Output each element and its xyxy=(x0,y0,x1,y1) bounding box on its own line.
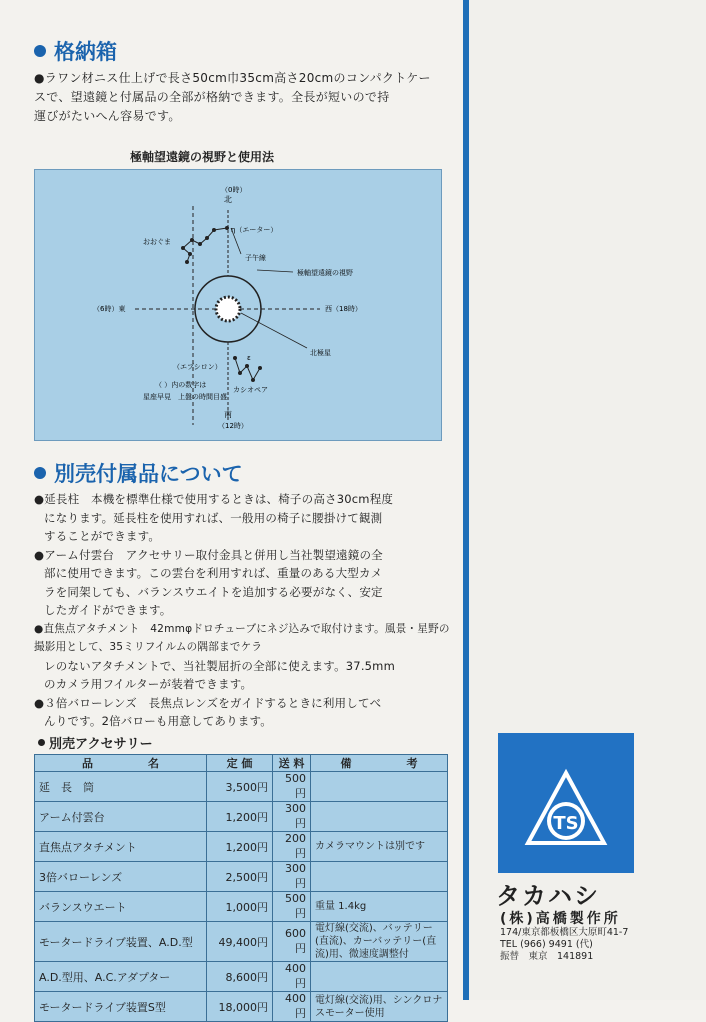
cell-note xyxy=(311,862,448,892)
company-logo xyxy=(498,733,634,873)
label-top: （0時） xyxy=(221,186,247,194)
label-north: 北 xyxy=(224,195,232,204)
table-row xyxy=(35,772,448,802)
ts-triangle-logo-icon xyxy=(498,733,634,873)
logo-letters: TS xyxy=(553,813,579,834)
cell-name: バランスウエート xyxy=(35,892,207,922)
company-contact xyxy=(500,927,628,963)
item-line: のカメラ用フイルターが装着できます。 xyxy=(44,677,253,691)
item-line: ●直焦点アタチメント 42mmφドロチューブにネジ込みで取付けます。風景・星野の撮影用として、35ミリフイルムの隅部までケラ xyxy=(34,622,450,653)
label-eta: η（エーター） xyxy=(231,226,278,234)
label-bottom: （12時） xyxy=(218,422,248,430)
cell-name: 3倍バローレンズ xyxy=(35,862,207,892)
label-meridian: 子午線 xyxy=(245,254,266,262)
table-row xyxy=(35,802,448,832)
label-south: 南 xyxy=(224,410,232,419)
polaris-circle-icon xyxy=(216,297,240,321)
table-row xyxy=(35,862,448,892)
fov-pointer xyxy=(257,270,293,272)
cell-shipping: 200円 xyxy=(273,832,311,862)
cell-name: A.D.型用、A.C.アダプター xyxy=(35,962,207,992)
brand-name: タカハシ xyxy=(496,882,600,910)
cell-note: 電灯線(交流)用、シンクロナスモーター使用 xyxy=(311,992,448,1022)
company-furikae: 振替 東京 141891 xyxy=(500,951,594,962)
header-notes: 備 考 xyxy=(311,755,448,772)
table-row xyxy=(35,922,448,962)
cell-shipping: 400円 xyxy=(273,992,311,1022)
accessory-table-heading xyxy=(38,733,153,752)
header-shipping: 送 料 xyxy=(273,755,311,772)
cell-shipping: 300円 xyxy=(273,862,311,892)
storage-line: 運びがたいへん容易です。 xyxy=(34,109,181,123)
cell-shipping: 500円 xyxy=(273,772,311,802)
cell-note xyxy=(311,772,448,802)
bullet-icon xyxy=(34,467,46,479)
item-line: したガイドができます。 xyxy=(44,603,172,617)
item-line: ●延長柱 本機を標準仕様で使用するときは、椅子の高さ30cm程度 xyxy=(34,492,394,506)
cell-name: モータードライブ装置S型 xyxy=(35,992,207,1022)
cell-name: 延 長 筒 xyxy=(35,772,207,802)
storage-title: 格納箱 xyxy=(54,40,117,64)
cell-price: 1,000円 xyxy=(207,892,273,922)
storage-line: スで、望遠鏡と付属品の全部が格納できます。全長が短いので持 xyxy=(34,90,390,104)
storage-heading xyxy=(34,36,117,66)
table-header-row xyxy=(35,755,448,772)
cell-price: 2,500円 xyxy=(207,862,273,892)
item-line: 部に使用できます。この雲台を利用すれば、重量のある大型カメ xyxy=(44,566,383,580)
item-line: ラを同架しても、バランスウエイトを追加する必要がなく、安定 xyxy=(44,584,383,599)
cell-price: 1,200円 xyxy=(207,802,273,832)
accessory-item xyxy=(34,546,452,620)
cell-price: 18,000円 xyxy=(207,992,273,1022)
table-row xyxy=(35,992,448,1022)
accessory-item xyxy=(34,490,452,546)
company-name: (株)高橋製作所 xyxy=(500,911,621,927)
cell-name: 直焦点アタチメント xyxy=(35,832,207,862)
item-line: ●アーム付雲台 アクセサリー取付金具と併用し当社製望遠鏡の全 xyxy=(34,547,383,562)
header-price: 定 価 xyxy=(207,755,273,772)
cell-note: 重量 1.4kg xyxy=(311,892,448,922)
diagram-svg xyxy=(35,170,441,440)
label-west: 西（18時） xyxy=(325,305,362,313)
label-ursa: おおぐま xyxy=(143,238,171,246)
item-line: レのないアタチメントで、当社製屈折の全部に使えます。37.5mm xyxy=(44,658,395,673)
diagram-title: 極軸望遠鏡の視野と使用法 xyxy=(130,150,275,164)
bullet-icon xyxy=(38,739,45,746)
cell-note xyxy=(311,802,448,832)
cell-price: 3,500円 xyxy=(207,772,273,802)
cell-shipping: 300円 xyxy=(273,802,311,832)
company-tel: TEL (966) 9491 (代) xyxy=(500,939,593,950)
label-east: （6時）東 xyxy=(93,305,126,313)
accessories-list xyxy=(34,490,452,731)
label-note1: （ ）内の数字は xyxy=(155,381,207,389)
table-row xyxy=(35,892,448,922)
bullet-icon xyxy=(34,45,46,57)
cell-shipping: 600円 xyxy=(273,922,311,962)
label-epsilon-symbol: ε xyxy=(247,354,251,362)
cell-note: 電灯線(交流)、バッテリー(直流)、カーバッテリー(直流)用、微速度調整付 xyxy=(311,922,448,962)
item-line: ●３倍バローレンズ 長焦点レンズをガイドするときに利用してべ xyxy=(34,695,382,710)
label-fov: 極軸望遠鏡の視野 xyxy=(297,269,353,277)
cell-note: カメラマウントは別です xyxy=(311,832,448,862)
header-name: 品 名 xyxy=(35,755,207,772)
cell-shipping: 500円 xyxy=(273,892,311,922)
accessory-item xyxy=(34,620,452,694)
label-epsilon: （エプシロン） xyxy=(173,363,222,371)
cell-note xyxy=(311,962,448,992)
accessories-heading xyxy=(34,458,243,488)
cell-name: アーム付雲台 xyxy=(35,802,207,832)
accessories-title: 別売付属品について xyxy=(54,462,243,486)
cell-name: モータードライブ装置、A.D.型 xyxy=(35,922,207,962)
cell-price: 49,400円 xyxy=(207,922,273,962)
accessory-table xyxy=(34,754,448,1022)
polaris-pointer xyxy=(241,313,307,348)
table-row xyxy=(35,962,448,992)
table-row xyxy=(35,832,448,862)
accessory-item xyxy=(34,694,452,731)
blue-stripe xyxy=(463,0,469,1000)
storage-line: ●ラワン材ニス仕上げで長さ50cm巾35cm高さ20cmのコンパクトケー xyxy=(34,71,431,85)
label-cassiopeia: カシオペア xyxy=(233,386,268,394)
cell-price: 1,200円 xyxy=(207,832,273,862)
company-address: 174/東京都板橋区大原町41-7 xyxy=(500,927,629,938)
cell-price: 8,600円 xyxy=(207,962,273,992)
item-line: になります。延長柱を使用すれば、一般用の椅子に腰掛けて観測 xyxy=(44,510,383,525)
label-note2: 星座早見 上盤の時間目盛 xyxy=(143,393,227,401)
cell-shipping: 400円 xyxy=(273,962,311,992)
accessory-table-title: 別売アクセサリー xyxy=(49,737,153,752)
item-line: んりです。2倍バローも用意してあります。 xyxy=(44,714,272,728)
polar-scope-diagram xyxy=(34,169,442,441)
storage-text xyxy=(34,69,434,126)
item-line: することができます。 xyxy=(44,529,161,543)
label-polaris: 北極星 xyxy=(310,349,331,357)
